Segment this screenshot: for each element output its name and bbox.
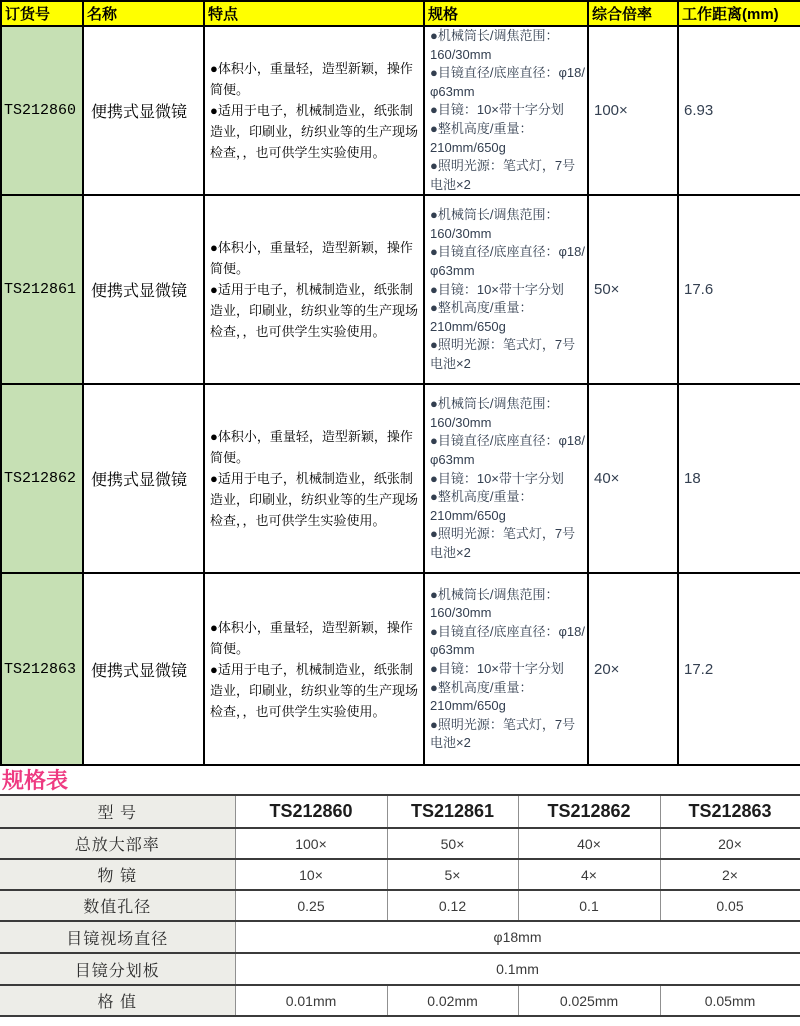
- product-name-cell: 便携式显微镜: [83, 384, 204, 573]
- spec-value: 20×: [660, 828, 800, 859]
- spec-value: 2×: [660, 859, 800, 890]
- spec-row-label: 总放大部率: [0, 828, 235, 859]
- spec-value: 5×: [387, 859, 518, 890]
- specs-cell: [424, 26, 588, 195]
- spec-row-label: 目镜分划板: [0, 953, 235, 985]
- feature-item: ●适用于电子，机械制造业，纸张制造业，印刷业，纺织业等的生产现场检查，，也可供学生实验使用。: [210, 282, 419, 340]
- features-cell: [204, 26, 424, 195]
- spec-item: ●照明光源：笔式灯，7号电池×2: [430, 526, 576, 560]
- model-name: TS212862: [518, 795, 660, 828]
- feature-item: ●体积小，重量轻，造型新颖，操作简便。: [210, 61, 413, 98]
- spec-item: ●机械筒长/调焦范围：160/30mm: [430, 207, 559, 241]
- spec-row-label: 目镜视场直径: [0, 921, 235, 953]
- spec-item: ●照明光源：笔式灯，7号电池×2: [430, 158, 576, 192]
- spec-item: ●照明光源：笔式灯，7号电池×2: [430, 716, 576, 751]
- spec-row: [0, 985, 800, 1016]
- spec-row: [0, 859, 800, 890]
- spec-item: ●目镜直径/底座直径：φ18/φ63mm: [430, 244, 585, 278]
- spec-item: ●目镜直径/底座直径：φ18/φ63mm: [430, 623, 585, 658]
- header-magnification: 综合倍率: [588, 1, 678, 26]
- header-order-no: 订货号: [1, 1, 83, 26]
- spec-span-value: 0.1mm: [235, 953, 800, 985]
- working-distance-cell: 18: [678, 384, 800, 573]
- features-cell: [204, 195, 424, 384]
- spec-value: 100×: [235, 828, 387, 859]
- spec-value: 0.02mm: [387, 985, 518, 1016]
- table-row: [1, 195, 800, 384]
- order-no-cell: TS212862: [1, 384, 83, 573]
- spec-item: ●机械筒长/调焦范围：160/30mm: [430, 586, 559, 621]
- table-row: [1, 384, 800, 573]
- order-no-cell: TS212860: [1, 26, 83, 195]
- section-title: 规格表: [2, 768, 69, 794]
- model-name: TS212861: [387, 795, 518, 828]
- spec-value: 0.01mm: [235, 985, 387, 1016]
- spec-value: 0.1: [518, 890, 660, 921]
- table-row: [1, 573, 800, 765]
- model-label: 型 号: [0, 795, 235, 828]
- spec-value: 0.12: [387, 890, 518, 921]
- product-name-cell: 便携式显微镜: [83, 573, 204, 765]
- feature-item: ●体积小，重量轻，造型新颖，操作简便。: [210, 429, 413, 466]
- specs-cell: [424, 195, 588, 384]
- features-cell: [204, 573, 424, 765]
- spec-row: [0, 890, 800, 921]
- specs-cell: [424, 573, 588, 765]
- feature-item: ●体积小，重量轻，造型新颖，操作简便。: [210, 619, 413, 656]
- spec-item: ●目镜：10×带十字分划: [430, 102, 564, 118]
- spec-span-value: φ18mm: [235, 921, 800, 953]
- feature-item: ●适用于电子，机械制造业，纸张制造业，印刷业，纺织业等的生产现场检查，，也可供学生实验使用。: [210, 471, 419, 529]
- spec-row: [0, 953, 800, 985]
- spec-value: 50×: [387, 828, 518, 859]
- features-cell: [204, 384, 424, 573]
- header-row: [1, 1, 800, 26]
- spec-row-label: 数值孔径: [0, 890, 235, 921]
- spec-item: ●机械筒长/调焦范围：160/30mm: [430, 396, 559, 430]
- feature-item: ●适用于电子，机械制造业，纸张制造业，印刷业，纺织业等的生产现场检查，，也可供学生实验使用。: [210, 661, 419, 719]
- order-no-cell: TS212861: [1, 195, 83, 384]
- spec-value: 40×: [518, 828, 660, 859]
- model-row: [0, 795, 800, 828]
- spec-item: ●目镜：10×带十字分划: [430, 661, 564, 677]
- product-name-cell: 便携式显微镜: [83, 26, 204, 195]
- spec-row: [0, 828, 800, 859]
- spec-item: ●整机高度/重量：210mm/650g: [430, 489, 533, 523]
- spec-row-label: 格 值: [0, 985, 235, 1016]
- order-no-cell: TS212863: [1, 573, 83, 765]
- product-name-cell: 便携式显微镜: [83, 195, 204, 384]
- magnification-cell: 40×: [588, 384, 678, 573]
- magnification-cell: 20×: [588, 573, 678, 765]
- spec-item: ●目镜直径/底座直径：φ18/φ63mm: [430, 65, 585, 99]
- magnification-cell: 100×: [588, 26, 678, 195]
- feature-item: ●适用于电子，机械制造业，纸张制造业，印刷业，纺织业等的生产现场检查，，也可供学生实验使用。: [210, 103, 419, 161]
- model-name: TS212863: [660, 795, 800, 828]
- spec-item: ●目镜：10×带十字分划: [430, 470, 564, 486]
- spec-item: ●整机高度/重量：210mm/650g: [430, 300, 533, 334]
- spec-item: ●整机高度/重量：210mm/650g: [430, 120, 533, 155]
- table-row: [1, 26, 800, 195]
- spec-item: ●机械筒长/调焦范围：160/30mm: [430, 28, 559, 62]
- specs-cell: [424, 384, 588, 573]
- spec-row-label: 物 镜: [0, 859, 235, 890]
- spec-value: 0.05mm: [660, 985, 800, 1016]
- working-distance-cell: 17.6: [678, 195, 800, 384]
- spec-item: ●目镜：10×带十字分划: [430, 281, 564, 297]
- model-name: TS212860: [235, 795, 387, 828]
- spec-value: 0.25: [235, 890, 387, 921]
- working-distance-cell: 6.93: [678, 26, 800, 195]
- spec-summary-table: [0, 794, 800, 1017]
- spec-row: [0, 921, 800, 953]
- header-features: 特点: [204, 1, 424, 26]
- spec-value: 4×: [518, 859, 660, 890]
- spec-value: 0.05: [660, 890, 800, 921]
- magnification-cell: 50×: [588, 195, 678, 384]
- spec-item: ●目镜直径/底座直径：φ18/φ63mm: [430, 433, 585, 467]
- header-specs: 规格: [424, 1, 588, 26]
- spec-value: 10×: [235, 859, 387, 890]
- spec-item: ●整机高度/重量：210mm/650g: [430, 679, 533, 714]
- spec-item: ●照明光源：笔式灯，7号电池×2: [430, 337, 576, 371]
- header-name: 名称: [83, 1, 204, 26]
- spec-value: 0.025mm: [518, 985, 660, 1016]
- header-working-distance: 工作距离(mm): [678, 1, 800, 26]
- working-distance-cell: 17.2: [678, 573, 800, 765]
- feature-item: ●体积小，重量轻，造型新颖，操作简便。: [210, 240, 413, 277]
